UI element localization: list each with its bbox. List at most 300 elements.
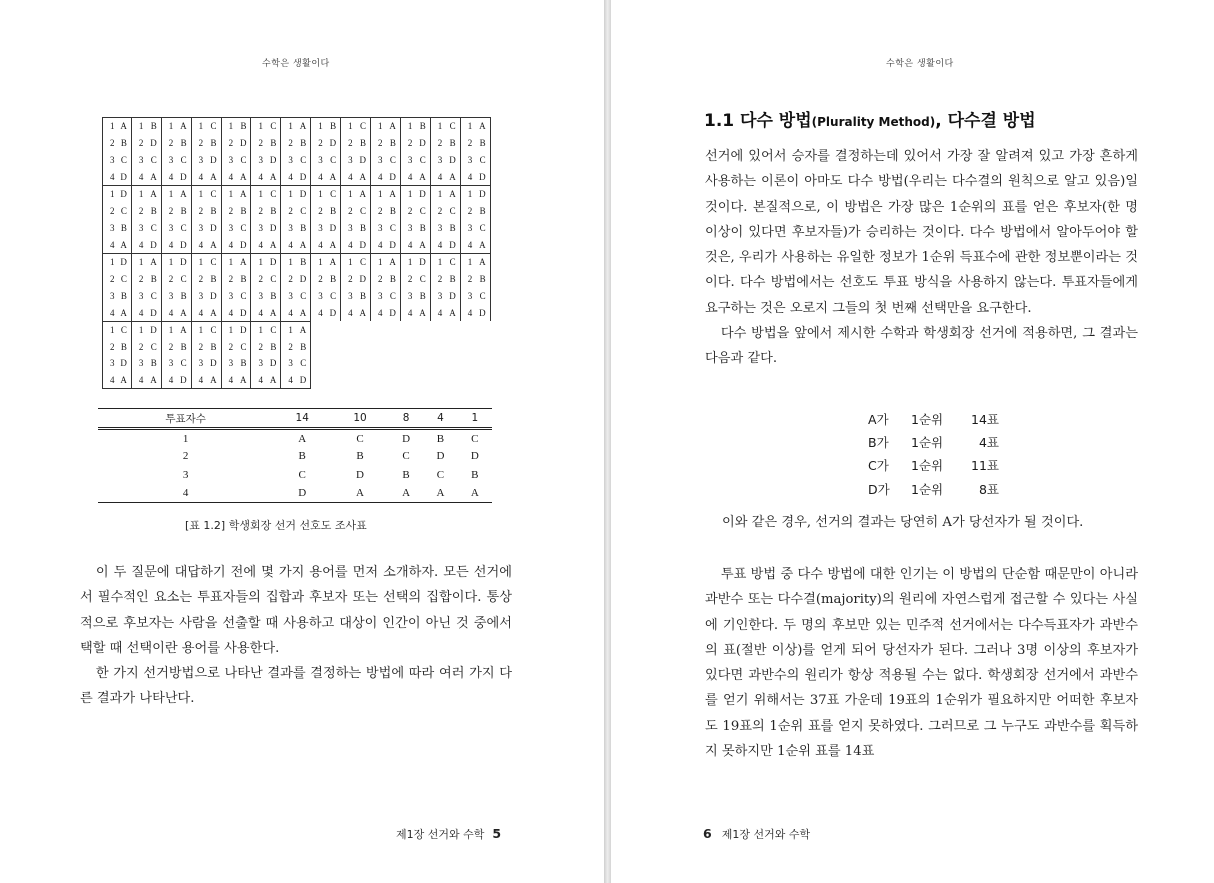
ballot-rank: 2	[467, 206, 473, 217]
ballot-candidate: A	[479, 121, 486, 132]
ballot-entry	[431, 236, 460, 253]
ballot	[192, 117, 222, 185]
ballot-rank: 4	[110, 307, 115, 318]
ballot-rank: 2	[437, 138, 443, 149]
ballot-entry	[401, 288, 430, 305]
section-title	[704, 106, 1036, 131]
ballot-candidate: D	[389, 239, 396, 250]
ballot-rank: 4	[467, 307, 473, 318]
ballot-entry	[431, 304, 460, 321]
ballot-rank: 2	[467, 138, 473, 149]
ballot-rank: 3	[288, 358, 293, 369]
ballot-rank: 2	[348, 206, 353, 217]
ballot-candidate: B	[389, 138, 396, 149]
result-row	[868, 454, 999, 477]
ballot	[461, 185, 491, 253]
table-header-cell: 10	[331, 409, 389, 429]
ballot-candidate: D	[239, 307, 247, 318]
ballot-entry	[132, 220, 161, 237]
table-cell: C	[356, 432, 364, 445]
ballot-rank: 2	[110, 341, 115, 352]
result-cell: 1순위	[911, 434, 944, 450]
ballot-candidate: A	[210, 307, 217, 318]
table-row	[98, 447, 492, 466]
table-header-cell: 투표자수	[98, 409, 273, 429]
ballot-rank: 3	[110, 154, 115, 165]
ballot-entry	[341, 254, 370, 271]
result-cell: B가	[868, 434, 889, 450]
ballot-entry	[132, 339, 161, 356]
ballot-rank: 1	[378, 257, 383, 268]
ballot-entry	[371, 254, 400, 271]
ballot-entry	[103, 288, 131, 305]
ballot-candidate: C	[360, 257, 367, 268]
ballot	[162, 253, 192, 321]
ballot-candidate: B	[449, 222, 456, 233]
ballot-rank: 4	[138, 171, 144, 182]
table-cell: B	[436, 432, 445, 445]
ballot-candidate: A	[269, 374, 277, 385]
ballot	[251, 117, 281, 185]
ballot-entry	[162, 304, 191, 321]
ballot-rank: 4	[110, 374, 115, 385]
ballot-entry	[132, 271, 161, 288]
ballot-candidate: C	[360, 206, 367, 217]
ballot-candidate: A	[479, 257, 486, 268]
ballot-entry	[311, 135, 340, 152]
ballot	[192, 253, 222, 321]
ballot-candidate: B	[180, 138, 187, 149]
ballot-candidate: C	[150, 222, 157, 233]
plurality-results	[868, 407, 999, 500]
ballot	[222, 185, 252, 253]
ballot-candidate: C	[389, 222, 396, 233]
ballot-rank: 3	[318, 290, 323, 301]
ballot	[371, 185, 401, 253]
table-cell: 3	[182, 468, 189, 481]
ballot-entry	[461, 254, 490, 271]
ballot-rank: 3	[288, 154, 293, 165]
ballot-candidate: C	[419, 154, 426, 165]
ballot-candidate: D	[419, 189, 426, 200]
ballot-candidate: C	[180, 222, 187, 233]
ballot-entry	[192, 186, 221, 203]
ballot-candidate: B	[419, 121, 426, 132]
ballot	[281, 321, 311, 389]
ballot-candidate: D	[269, 154, 277, 165]
table-body	[98, 429, 492, 503]
ballot-rank: 3	[407, 290, 413, 301]
ballot-rank: 3	[378, 222, 383, 233]
ballot-rank: 3	[138, 222, 144, 233]
ballot-candidate: D	[239, 138, 247, 149]
ballot-rank: 3	[378, 290, 383, 301]
ballot-candidate: B	[300, 341, 307, 352]
ballot-rank: 1	[168, 257, 174, 268]
ballot-rank: 2	[228, 274, 234, 285]
ballot-rank: 1	[437, 121, 443, 132]
ballot-rank: 1	[288, 121, 293, 132]
ballot	[222, 253, 252, 321]
ballot-candidate: A	[299, 121, 307, 132]
ballot-candidate: A	[180, 307, 187, 318]
chapter-label: 제1장 선거와 수학	[396, 828, 485, 841]
running-head: 수학은 생활이다	[886, 59, 954, 69]
ballot-entry	[401, 220, 430, 237]
ballot-entry	[461, 168, 490, 185]
ballot-rank: 2	[198, 138, 204, 149]
ballot-rank: 4	[198, 239, 204, 250]
ballot-candidate: B	[210, 341, 217, 352]
result-cell: A가	[868, 411, 889, 427]
ballot-candidate: A	[329, 239, 337, 250]
ballot-rank: 2	[407, 138, 413, 149]
ballot-entry	[162, 168, 191, 185]
ballot-rank: 4	[348, 239, 353, 250]
ballot-entry	[132, 322, 161, 339]
ballot-candidate: C	[120, 274, 127, 285]
ballot-candidate: A	[120, 374, 127, 385]
ballot-candidate: D	[299, 189, 307, 200]
ballot-entry	[401, 203, 430, 220]
table-header-cell: 4	[423, 409, 457, 429]
ballot-candidate: A	[389, 189, 396, 200]
table-header-row	[98, 409, 492, 429]
result-cell: 1순위	[911, 411, 944, 427]
ballot-rank: 2	[258, 206, 263, 217]
ballot-candidate: C	[300, 206, 307, 217]
ballot-entry	[371, 186, 400, 203]
ballot-entry	[281, 220, 310, 237]
left-body-text	[80, 560, 512, 712]
ballot-candidate: D	[329, 138, 337, 149]
ballot-rank: 1	[228, 189, 234, 200]
table-cell: C	[471, 432, 479, 445]
ballot-rank: 4	[378, 239, 383, 250]
ballot-candidate: A	[389, 121, 396, 132]
ballot-rank: 2	[258, 138, 263, 149]
ballot-candidate: B	[330, 206, 337, 217]
ballot-entry	[251, 254, 280, 271]
ballot-rank: 2	[168, 274, 174, 285]
ballot-entry	[162, 186, 191, 203]
ballot-candidate: B	[449, 274, 456, 285]
ballot-entry	[431, 135, 460, 152]
ballot-candidate: D	[150, 138, 157, 149]
ballot	[222, 117, 252, 185]
paragraph: 투표 방법 중 다수 방법에 대한 인기는 이 방법의 단순함 때문만이 아니라 과반수 또는 다수결(majority)의 원리에 자연스럽게 접근할 수 있다는 사실에 기인한다. 두 명의 후보만 있는 민주적 선거에서는 다수득표자가 과반수의 표(절반 이상)를 얻게 되어 당선자가 된다. 그러나 3명 이상의 후보자가 있다면 과반수의 원리가 항상 적용될 수는 없다. 학생회장 선거에서 과반수를 얻기 위해서는 37표 가운데 19표의 1순위가 필요하지만 어떠한 후보자도 19표의 1순위 표를 얻지 못하였다. 그러므로 그 누구도 과반수를 획득하지 못하지만 1순위 표를 14표	[705, 567, 1138, 760]
right-body-text-2	[705, 562, 1138, 764]
ballot-rank: 1	[198, 257, 204, 268]
ballot	[192, 185, 222, 253]
ballot-candidate: D	[299, 274, 307, 285]
ballot-rank: 4	[168, 171, 174, 182]
ballot-entry	[192, 355, 221, 372]
ballot-rank: 1	[138, 325, 144, 336]
ballot-entry	[281, 186, 310, 203]
ballot-candidate: A	[239, 189, 247, 200]
ballot-candidate: A	[210, 239, 217, 250]
ballot-entry	[371, 152, 400, 169]
ballot-entry	[162, 372, 191, 389]
ballot-candidate: B	[150, 358, 157, 369]
ballot-entry	[341, 203, 370, 220]
section-title-main: 1.1 다수 방법	[704, 111, 812, 131]
ballot-candidate: C	[210, 121, 217, 132]
ballot-rank: 1	[467, 257, 473, 268]
ballot-rank: 2	[437, 274, 443, 285]
ballot-rank: 2	[288, 341, 293, 352]
ballot-candidate: D	[120, 189, 127, 200]
ballot-candidate: D	[389, 171, 396, 182]
ballot-rank: 1	[318, 257, 323, 268]
ballot-candidate: A	[299, 325, 307, 336]
ballot-entry	[341, 271, 370, 288]
ballot-rank: 1	[407, 257, 413, 268]
ballot-candidate: A	[449, 307, 456, 318]
ballot-entry	[461, 118, 490, 135]
ballot-rank: 4	[378, 171, 383, 182]
ballot-rank: 2	[228, 138, 234, 149]
ballot-entry	[222, 372, 251, 389]
ballot-candidate: A	[419, 239, 426, 250]
ballot-candidate: A	[150, 374, 157, 385]
ballot-entry	[311, 203, 340, 220]
ballot-entry	[222, 355, 251, 372]
ballot-rank: 2	[138, 274, 144, 285]
ballot-candidate: B	[240, 206, 247, 217]
ballot-candidate: B	[180, 341, 187, 352]
ballot-rank: 3	[198, 358, 204, 369]
ballot-rank: 1	[258, 257, 263, 268]
ballot-entry	[103, 203, 131, 220]
ballot	[251, 185, 281, 253]
ballot-entry	[281, 254, 310, 271]
ballot-candidate: B	[270, 206, 277, 217]
ballot-rank: 4	[407, 171, 413, 182]
ballot-entry	[461, 152, 490, 169]
ballot-entry	[341, 304, 370, 321]
ballot-entry	[431, 186, 460, 203]
ballot-rank: 1	[288, 257, 293, 268]
ballot-rank: 3	[437, 290, 443, 301]
ballot	[132, 321, 162, 389]
ballot-candidate: B	[389, 274, 396, 285]
ballot-rank: 1	[348, 189, 353, 200]
ballot-entry	[132, 152, 161, 169]
ballot-candidate: C	[210, 189, 217, 200]
ballot-entry	[311, 236, 340, 253]
ballot	[102, 321, 132, 389]
ballot-entry	[132, 203, 161, 220]
ballot-rank: 3	[348, 154, 353, 165]
ballot-entry	[222, 220, 251, 237]
ballot-candidate: A	[329, 171, 337, 182]
ballot-entry	[431, 271, 460, 288]
ballot-candidate: C	[449, 121, 456, 132]
ballot-candidate: D	[359, 154, 367, 165]
ballot-candidate: C	[300, 154, 307, 165]
ballot	[162, 185, 192, 253]
ballot	[132, 253, 162, 321]
ballot-candidate: D	[210, 222, 217, 233]
ballot-rank: 2	[378, 274, 383, 285]
ballot-rank: 2	[407, 206, 413, 217]
ballot-entry	[162, 236, 191, 253]
ballot	[281, 253, 311, 321]
ballot-entry	[132, 288, 161, 305]
ballot-entry	[251, 135, 280, 152]
table-row	[98, 429, 492, 448]
ballot-rank: 3	[198, 222, 204, 233]
table-cell: 2	[182, 450, 189, 463]
ballot-entry	[341, 288, 370, 305]
ballot-entry	[281, 339, 310, 356]
ballot-candidate: C	[150, 290, 157, 301]
ballot-entry	[311, 152, 340, 169]
result-cell: C가	[868, 458, 889, 474]
ballot-rank: 3	[407, 222, 413, 233]
paragraph: 다수 방법을 앞에서 제시한 수학과 학생회장 선거에 적용하면, 그 결과는 다음과 같다.	[705, 326, 1138, 367]
ballot-entry	[461, 203, 490, 220]
ballot-row	[102, 321, 491, 389]
ballot-rank: 3	[288, 290, 293, 301]
ballot-entry	[162, 135, 191, 152]
ballot-candidate: D	[329, 307, 337, 318]
ballot-candidate: A	[299, 307, 307, 318]
ballot-candidate: D	[120, 171, 127, 182]
ballot-candidate: C	[240, 341, 247, 352]
ballot-candidate: D	[389, 307, 396, 318]
ballot-entry	[162, 220, 191, 237]
ballot-rank: 2	[348, 274, 353, 285]
ballot-candidate: A	[269, 307, 277, 318]
ballot-rank: 3	[138, 358, 144, 369]
ballot-entry	[431, 220, 460, 237]
conclusion-text: 이와 같은 경우, 선거의 결과는 당연히 A가 당선자가 될 것이다.	[722, 515, 1084, 530]
ballot-rank: 3	[318, 154, 323, 165]
ballot-rank: 1	[168, 325, 174, 336]
ballot-candidate: C	[300, 290, 307, 301]
ballot-entry	[341, 168, 370, 185]
ballot-candidate: D	[180, 374, 187, 385]
table-cell: B	[298, 450, 306, 463]
ballot-candidate: D	[299, 374, 307, 385]
ballot-candidate: C	[240, 154, 247, 165]
ballot-rank: 3	[437, 154, 443, 165]
ballot-candidate: C	[479, 290, 486, 301]
ballot-rank: 1	[228, 257, 234, 268]
ballot-entry	[401, 118, 430, 135]
ballot-rank: 1	[258, 325, 263, 336]
ballot	[431, 185, 461, 253]
ballot-rank: 1	[138, 189, 144, 200]
ballot-entry	[132, 372, 161, 389]
ballot-candidate: C	[270, 189, 277, 200]
ballot-candidate: A	[180, 325, 187, 336]
ballot-candidate: A	[389, 257, 396, 268]
ballot-candidate: B	[210, 274, 217, 285]
ballot-rank: 3	[228, 290, 234, 301]
ballot-candidate: A	[269, 239, 277, 250]
ballot-entry	[222, 186, 251, 203]
ballot-candidate: D	[479, 189, 486, 200]
ballot-candidate: D	[449, 154, 456, 165]
ballot-candidate: B	[210, 206, 217, 217]
ballot-candidate: B	[240, 274, 247, 285]
ballot	[102, 185, 132, 253]
ballot-candidate: C	[210, 257, 217, 268]
ballot-entry	[222, 168, 251, 185]
ballot-entry	[371, 135, 400, 152]
ballot-entry	[251, 220, 280, 237]
ballot-rank: 2	[228, 206, 234, 217]
ballot-rank: 2	[168, 138, 174, 149]
ballot-rank: 4	[110, 239, 115, 250]
ballot-entry	[281, 203, 310, 220]
ballot-candidate: B	[180, 290, 187, 301]
ballot-entry	[281, 355, 310, 372]
result-cell: 1순위	[911, 458, 944, 474]
ballot-rank: 4	[258, 171, 263, 182]
ballot-candidate: A	[150, 257, 157, 268]
ballot-candidate: C	[180, 154, 187, 165]
ballot-rank: 4	[198, 171, 204, 182]
ballot-candidate: C	[120, 325, 127, 336]
ballot-candidate: C	[330, 290, 337, 301]
ballot-rank: 2	[198, 274, 204, 285]
ballot-rank: 4	[288, 307, 293, 318]
ballot-candidate: D	[479, 307, 486, 318]
ballot-entry	[162, 254, 191, 271]
result-cell: 11표	[971, 458, 999, 474]
book-gutter	[604, 0, 611, 883]
ballot-entry	[222, 339, 251, 356]
table-cell: B	[402, 468, 410, 481]
result-cell: 1순위	[911, 481, 944, 497]
ballot-entry	[311, 186, 340, 203]
ballot-rank: 4	[348, 307, 353, 318]
table-cell: D	[470, 450, 479, 463]
ballot-candidate: B	[120, 341, 127, 352]
ballot-rank: 3	[228, 222, 234, 233]
ballot-rank: 4	[138, 307, 144, 318]
ballot-rank: 4	[228, 171, 234, 182]
ballot-entry	[401, 304, 430, 321]
ballot-candidate: A	[150, 189, 157, 200]
ballot-rank: 3	[258, 222, 263, 233]
ballot-candidate: A	[180, 189, 187, 200]
ballot-candidate: C	[240, 290, 247, 301]
ballot-candidate: D	[419, 257, 426, 268]
result-row	[868, 407, 999, 430]
section-title-english: (Plurality Method)	[811, 115, 936, 129]
ballot-entry	[251, 236, 280, 253]
ballot-rank: 3	[228, 358, 234, 369]
ballot-entry	[222, 203, 251, 220]
result-row	[868, 430, 999, 453]
ballot-rank: 2	[288, 206, 293, 217]
ballot-candidate: B	[360, 290, 367, 301]
ballot-candidate: D	[299, 171, 307, 182]
ballot-rank: 2	[378, 138, 383, 149]
ballot-entry	[281, 135, 310, 152]
ballot-candidate: D	[359, 239, 367, 250]
ballot-row	[102, 117, 491, 185]
ballot-candidate: D	[329, 222, 337, 233]
right-body-text-1	[705, 144, 1138, 372]
page-number: 5	[492, 826, 502, 841]
